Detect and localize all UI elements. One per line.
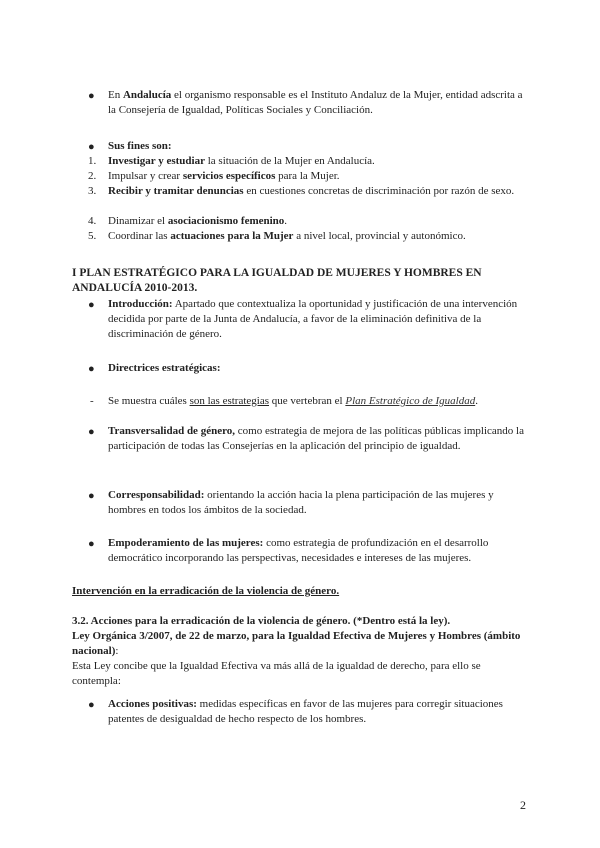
fines-item: Coordinar las actuaciones para la Mujer a nivel local, provincial y autonómico. (108, 230, 466, 242)
plan-directrices: Directrices estratégicas: (108, 362, 221, 374)
fines-item: Investigar y estudiar la situación de la Mujer en Andalucía. (108, 155, 375, 167)
acciones-positivas: Acciones positivas: medidas específicas en favor de las mujeres para corregir situaciones patentes de desigualdad de hecho respecto de los hombres. (108, 698, 503, 725)
plan-transversalidad: Transversalidad de género, como estrategia de mejora de las políticas públicas implicando la participación de todas las Consejerías en la aplicación del principio de igualdad. (108, 425, 524, 452)
bullet-icon: ● (88, 426, 95, 438)
bullet-icon: ● (88, 299, 95, 311)
bullet-icon: ● (88, 699, 95, 711)
dash-marker: - (90, 395, 94, 407)
intervencion-heading: Intervención en la erradicación de la violencia de género. (72, 585, 340, 597)
fines-item: Recibir y tramitar denuncias en cuestiones concretas de discriminación por razón de sexo. (108, 185, 515, 197)
bullet-icon: ● (88, 363, 95, 375)
bullet-icon: ● (88, 490, 95, 502)
fines-item-number: 2. (88, 170, 97, 182)
acciones-title: 3.2. Acciones para la erradicación de la violencia de género. (*Dentro está la ley). (72, 615, 451, 627)
plan-title: I PLAN ESTRATÉGICO PARA LA IGUALDAD DE MUJERES Y HOMBRES EN ANDALUCÍA 2010-2013. (72, 267, 482, 294)
ley-body: Esta Ley concibe que la Igualdad Efectiva va más allá de la igualdad de derecho, para ello se contempla: (72, 660, 481, 687)
fines-heading: Sus fines son: (108, 140, 172, 152)
plan-estrategico-link[interactable]: Plan Estratégico de Igualdad (345, 395, 476, 407)
ley-organica-line: Ley Orgánica 3/2007, de 22 de marzo, para la Igualdad Efectiva de Mujeres y Hombres (ámbito nacional): (72, 630, 521, 657)
fines-item-number: 5. (88, 230, 97, 242)
plan-introduccion: Introducción: Apartado que contextualiza la oportunidad y justificación de una intervención decidida por parte de la Junta de Andalucía, a favor de la eliminación definitiva de la discriminación de género. (108, 298, 518, 340)
plan-estrategias-line: Se muestra cuáles son las estrategias que vertebran el Plan Estratégico de Igualdad. (108, 395, 478, 407)
fines-item-number: 3. (88, 185, 97, 197)
page-number: 2 (520, 798, 526, 812)
intro-bold: Andalucía (122, 89, 172, 101)
bullet-icon: ● (88, 90, 95, 102)
fines-item: Dinamizar el asociacionismo femenino. (108, 215, 288, 227)
fines-item: Impulsar y crear servicios específicos para la Mujer. (108, 170, 340, 182)
fines-item-number: 1. (88, 155, 97, 167)
fines-item-number: 4. (88, 215, 97, 227)
bullet-icon: ● (88, 538, 95, 550)
plan-corresponsabilidad: Corresponsabilidad: orientando la acción hacia la plena participación de las mujeres y hombres en todos los ámbitos de la sociedad. (108, 489, 494, 516)
intro-paragraph: En Andalucía el organismo responsable es el Instituto Andaluz de la Mujer, entidad adscrita a la Consejería de Igualdad, Políticas Sociales y Conciliación. (108, 89, 523, 116)
plan-empoderamiento: Empoderamiento de las mujeres: como estrategia de profundización en el desarrollo democrático incorporando las perspectivas, necesidades e intereses de las mujeres. (108, 537, 489, 564)
bullet-icon: ● (88, 141, 95, 153)
